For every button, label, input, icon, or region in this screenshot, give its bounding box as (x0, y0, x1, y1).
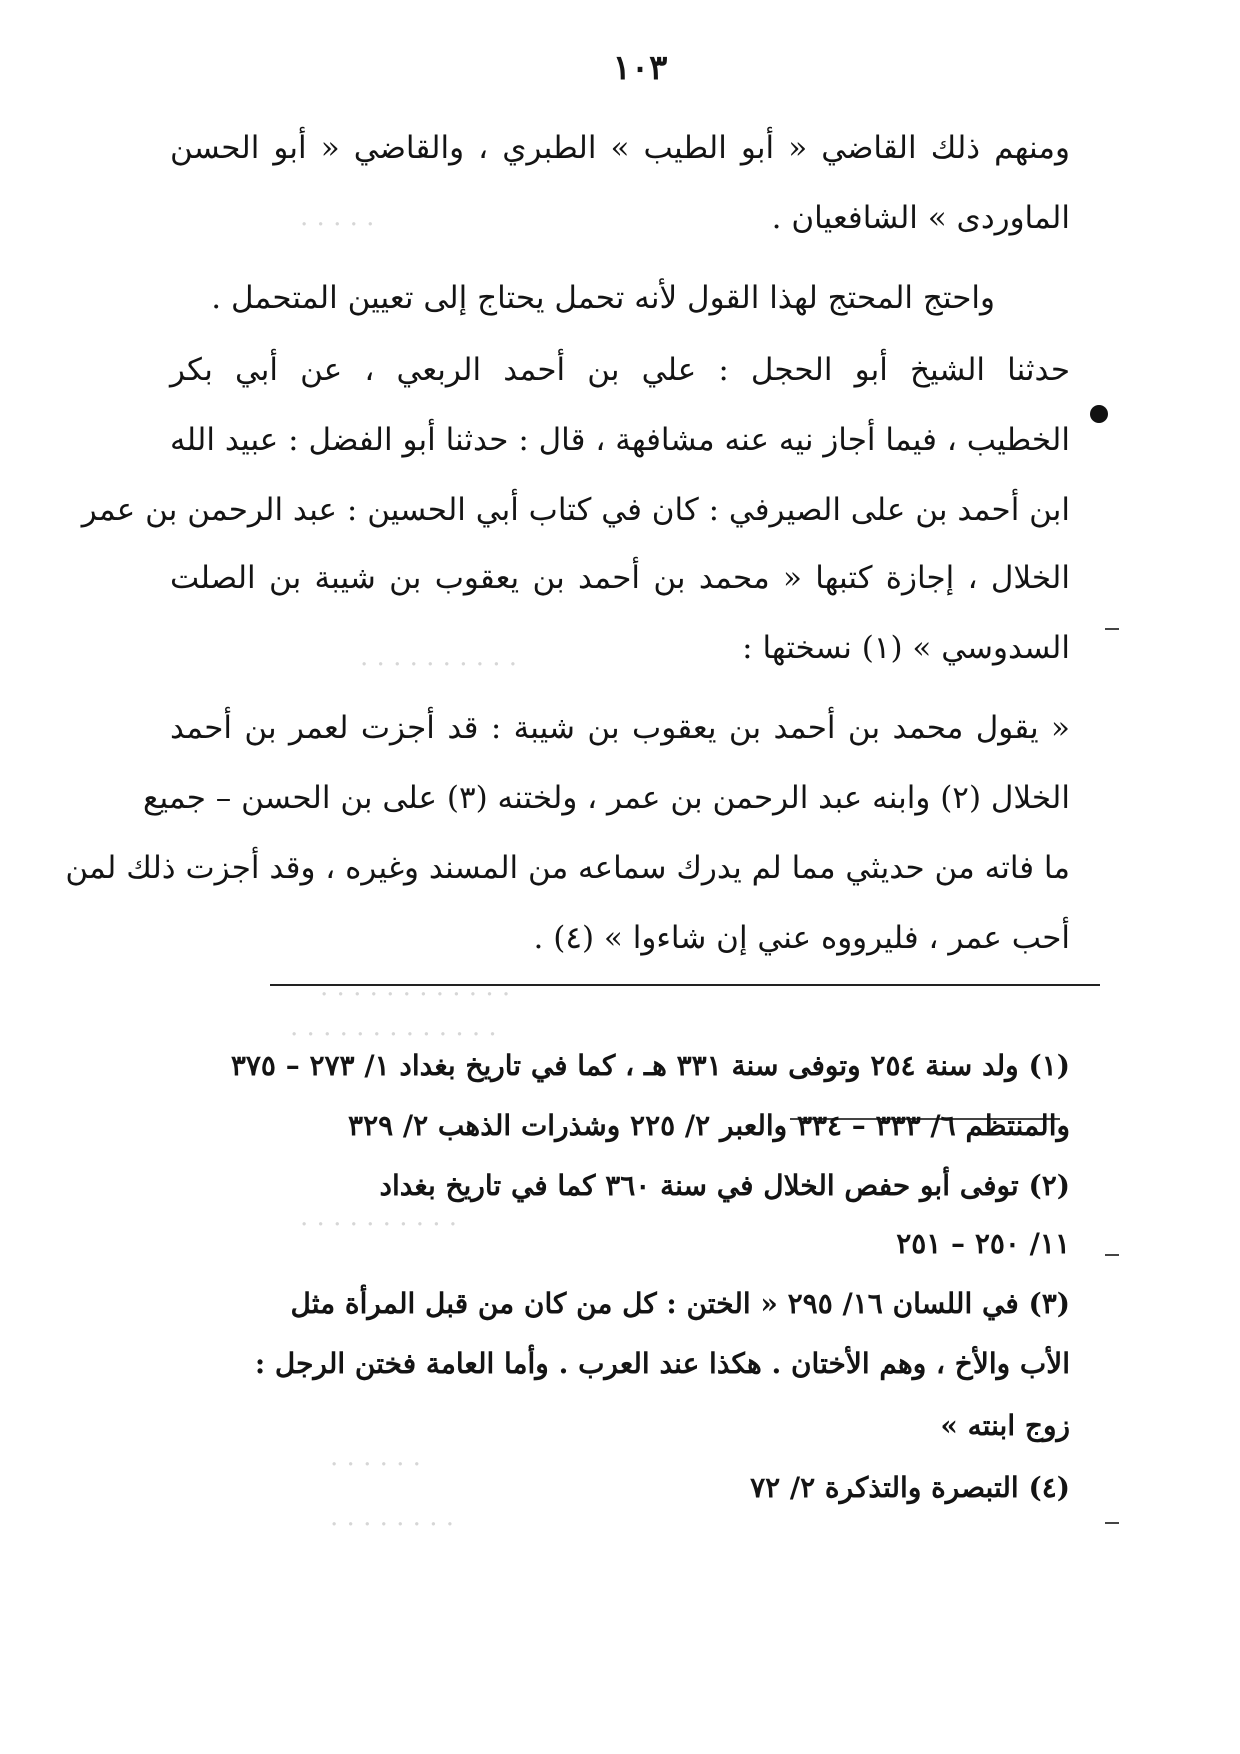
body-line: واحتج المحتج لهذا القول لأنه تحمل يحتاج إلى تعيين المتحمل . (211, 280, 995, 316)
bullet-marker (1090, 405, 1108, 423)
bleed-through-mark: · · · · · · · · · · (300, 1210, 458, 1240)
margin-dash (1105, 1254, 1119, 1256)
footnote-line: زوج ابنته » (940, 1409, 1070, 1442)
body-line: ومنهم ذلك القاضي « أبو الطيب » الطبري ، والقاضي « أبو الحسن (170, 130, 1070, 166)
body-line: « يقول محمد بن أحمد بن يعقوب بن شيبة : قد أجزت لعمر بن أحمد (170, 710, 1070, 746)
margin-dash (1105, 628, 1119, 630)
body-line: الخلال ، إجازة كتبها « محمد بن أحمد بن يعقوب بن شيبة بن الصلت (170, 560, 1070, 596)
bleed-through-mark: · · · · · · (330, 1450, 421, 1480)
body-line: حدثنا الشيخ أبو الحجل : علي بن أحمد الربعي ، عن أبي بكر (170, 352, 1070, 388)
bleed-through-mark: · · · · · · · · (330, 1510, 454, 1540)
body-line: الخلال (٢) وابنه عبد الرحمن بن عمر ، ولختنه (٣) على بن الحسن – جميع (143, 780, 1070, 816)
body-line: الخطيب ، فيما أجاز نيه عنه مشافهة ، قال : حدثنا أبو الفضل : عبيد الله (170, 422, 1070, 458)
bleed-through-mark: · · · · · · · · · · · · (320, 980, 511, 1010)
body-line: السدوسي » (١) نسختها : (742, 630, 1070, 666)
margin-dash (1105, 1522, 1119, 1524)
bleed-through-mark: · · · · · · · · · · (360, 650, 518, 680)
page-number: ١٠٣ (612, 48, 668, 88)
footnote-line: ١١/ ٢٥٠ – ٢٥١ (896, 1227, 1070, 1260)
footnote-line: الأب والأخ ، وهم الأختان . هكذا عند العرب . وأما العامة فختن الرجل : (254, 1347, 1070, 1380)
body-line: الماوردى » الشافعيان . (771, 200, 1070, 236)
body-line: ما فاته من حديثي مما لم يدرك سماعه من المسند وغيره ، وقد أجزت ذلك لمن (65, 850, 1070, 886)
bleed-through-mark: · · · · · (300, 210, 375, 240)
footnote-line: (٤) التبصرة والتذكرة ٢/ ٧٢ (750, 1471, 1070, 1504)
footnote-line: والمنتظم ٦/ ٣٣٣ – ٣٣٤ والعبر ٢/ ٢٢٥ وشذرات الذهب ٢/ ٣٢٩ (348, 1109, 1070, 1142)
body-line: أحب عمر ، فليرووه عني إن شاءوا » (٤) . (533, 920, 1070, 956)
footnote-line: (١) ولد سنة ٢٥٤ وتوفى سنة ٣٣١ هـ ، كما في تاريخ بغداد ١/ ٢٧٣ – ٣٧٥ (230, 1049, 1070, 1082)
footnote-line: (٢) توفى أبو حفص الخلال في سنة ٣٦٠ كما في تاريخ بغداد (379, 1169, 1070, 1202)
body-line: ابن أحمد بن على الصيرفي : كان في كتاب أبي الحسين : عبد الرحمن بن عمر (81, 492, 1070, 528)
bleed-through-mark: · · · · · · · · · · · · · (290, 1020, 497, 1050)
footnote-line: (٣) في اللسان ١٦/ ٢٩٥ « الختن : كل من كان من قبل المرأة مثل (290, 1287, 1070, 1320)
